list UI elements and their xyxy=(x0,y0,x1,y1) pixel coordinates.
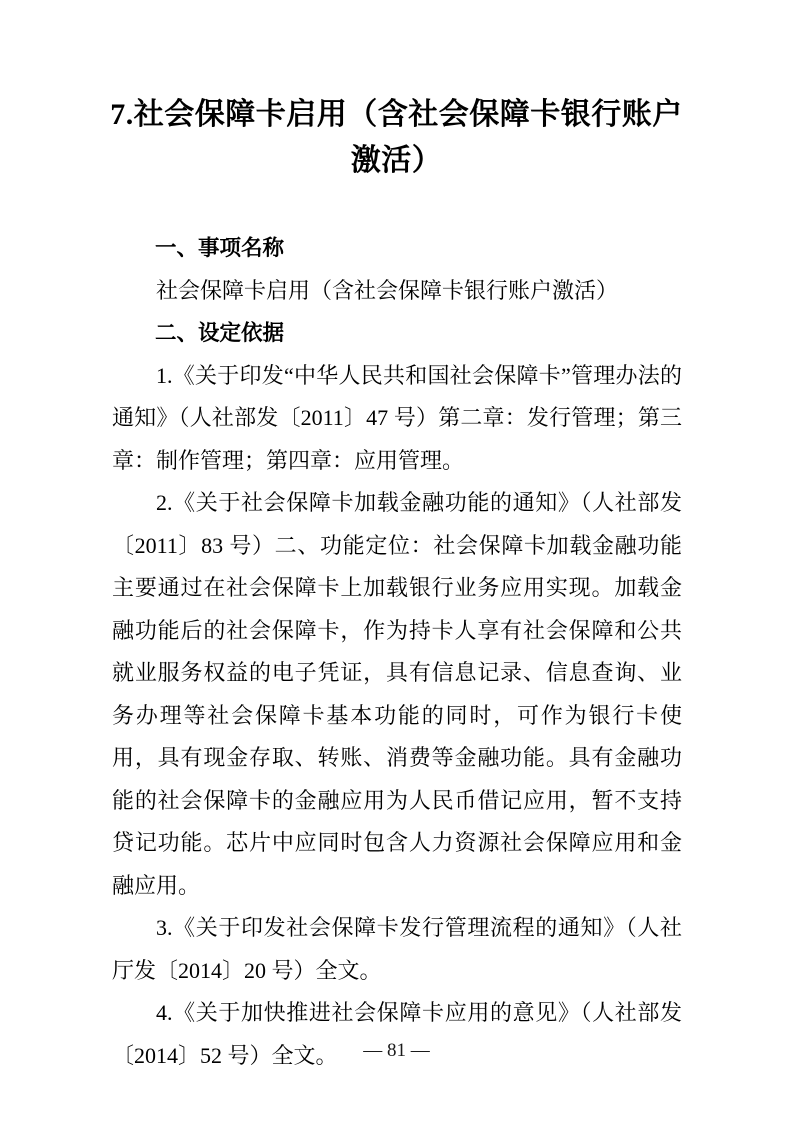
section-heading-item-name: 一、事项名称 xyxy=(155,236,285,260)
paragraph-basis-1: 1.《关于印发“中华人民共和国社会保障卡”管理办法的通知》（人社部发〔2011〕47 号）第二章：发行管理；第三章：制作管理；第四章：应用管理。 xyxy=(112,362,682,473)
document-title-line-2: 激活） xyxy=(350,144,443,177)
page-number: — 81 — xyxy=(363,1040,430,1061)
document-body xyxy=(112,227,682,1077)
document-title-line-1: 7.社会保障卡启用（含社会保障卡银行账户 xyxy=(110,98,683,131)
document-title xyxy=(100,92,693,184)
paragraph-basis-2: 2.《关于社会保障卡加载金融功能的通知》（人社部发〔2011〕83 号）二、功能定位：社会保障卡加载金融功能主要通过在社会保障卡上加载银行业务应用实现。加载金融功能后的社会保障卡，作为持卡人享有社会保障和公共就业服务权益的电子凭证，具有信息记录、信息查询、业务办理等社会保障卡基本功能的同时，可作为银行卡使用，具有现金存取、转账、消费等金融功能。具有金融功能的社会保障卡的金融应用为人民币借记应用，暂不支持贷记功能。芯片中应同时包含人力资源社会保障应用和金融应用。 xyxy=(112,490,682,898)
paragraph-basis-4: 4.《关于加快推进社会保障卡应用的意见》（人社部发〔2014〕52 号）全文。 xyxy=(112,1000,682,1068)
paragraph-item-name-value: 社会保障卡启用（含社会保障卡银行账户激活） xyxy=(156,277,619,303)
paragraph-basis-3: 3.《关于印发社会保障卡发行管理流程的通知》（人社厅发〔2014〕20 号）全文。 xyxy=(112,915,682,983)
section-heading-legal-basis: 二、设定依据 xyxy=(155,321,285,345)
